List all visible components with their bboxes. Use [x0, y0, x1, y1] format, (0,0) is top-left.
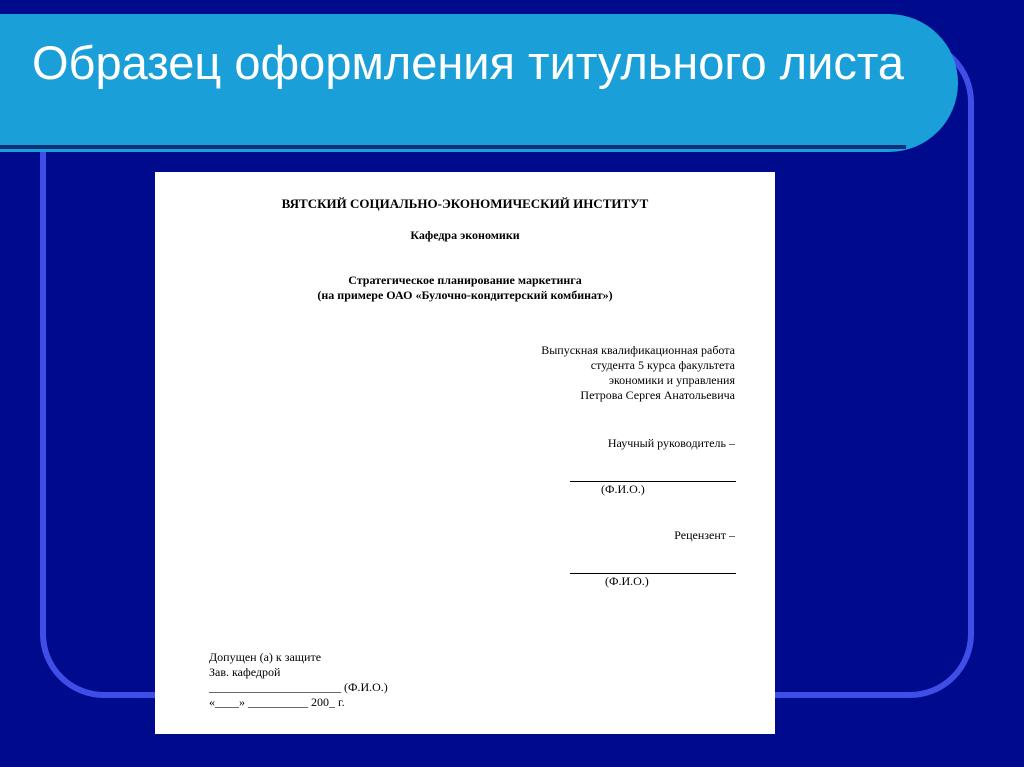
reviewer-signature-line	[570, 573, 736, 574]
title-underline	[0, 145, 906, 149]
reviewer-label: Рецензент –	[674, 528, 735, 542]
topic-line-2: (на примере ОАО «Булочно-кондитерский комбинат»)	[317, 288, 613, 302]
admission-line: ______________________ (Ф.И.О.)	[209, 680, 388, 694]
slide-title: Образец оформления титульного листа	[32, 36, 904, 89]
supervisor-fio: (Ф.И.О.)	[601, 482, 645, 496]
work-line: экономики и управления	[608, 373, 735, 387]
supervisor-label: Научный руководитель –	[607, 436, 735, 450]
work-description	[541, 343, 735, 403]
admission-line: Допущен (а) к защите	[209, 650, 322, 664]
institute-name: ВЯТСКИЙ СОЦИАЛЬНО-ЭКОНОМИЧЕСКИЙ ИНСТИТУТ	[281, 196, 649, 211]
title-page-sample	[155, 172, 775, 734]
admission-line: Зав. кафедрой	[209, 665, 281, 679]
admission-block	[209, 650, 388, 710]
reviewer-fio: (Ф.И.О.)	[605, 574, 649, 588]
supervisor-signature-line	[570, 481, 736, 482]
topic-line-1: Стратегическое планирование маркетинга	[348, 273, 582, 287]
department-name: Кафедра экономики	[410, 228, 520, 242]
title-bar	[0, 14, 958, 152]
work-line: студента 5 курса факультета	[590, 358, 735, 372]
work-line: Выпускная квалификационная работа	[541, 343, 735, 357]
work-line: Петрова Сергея Анатольевича	[580, 388, 735, 402]
admission-line: «____» __________ 200_ г.	[209, 695, 345, 709]
